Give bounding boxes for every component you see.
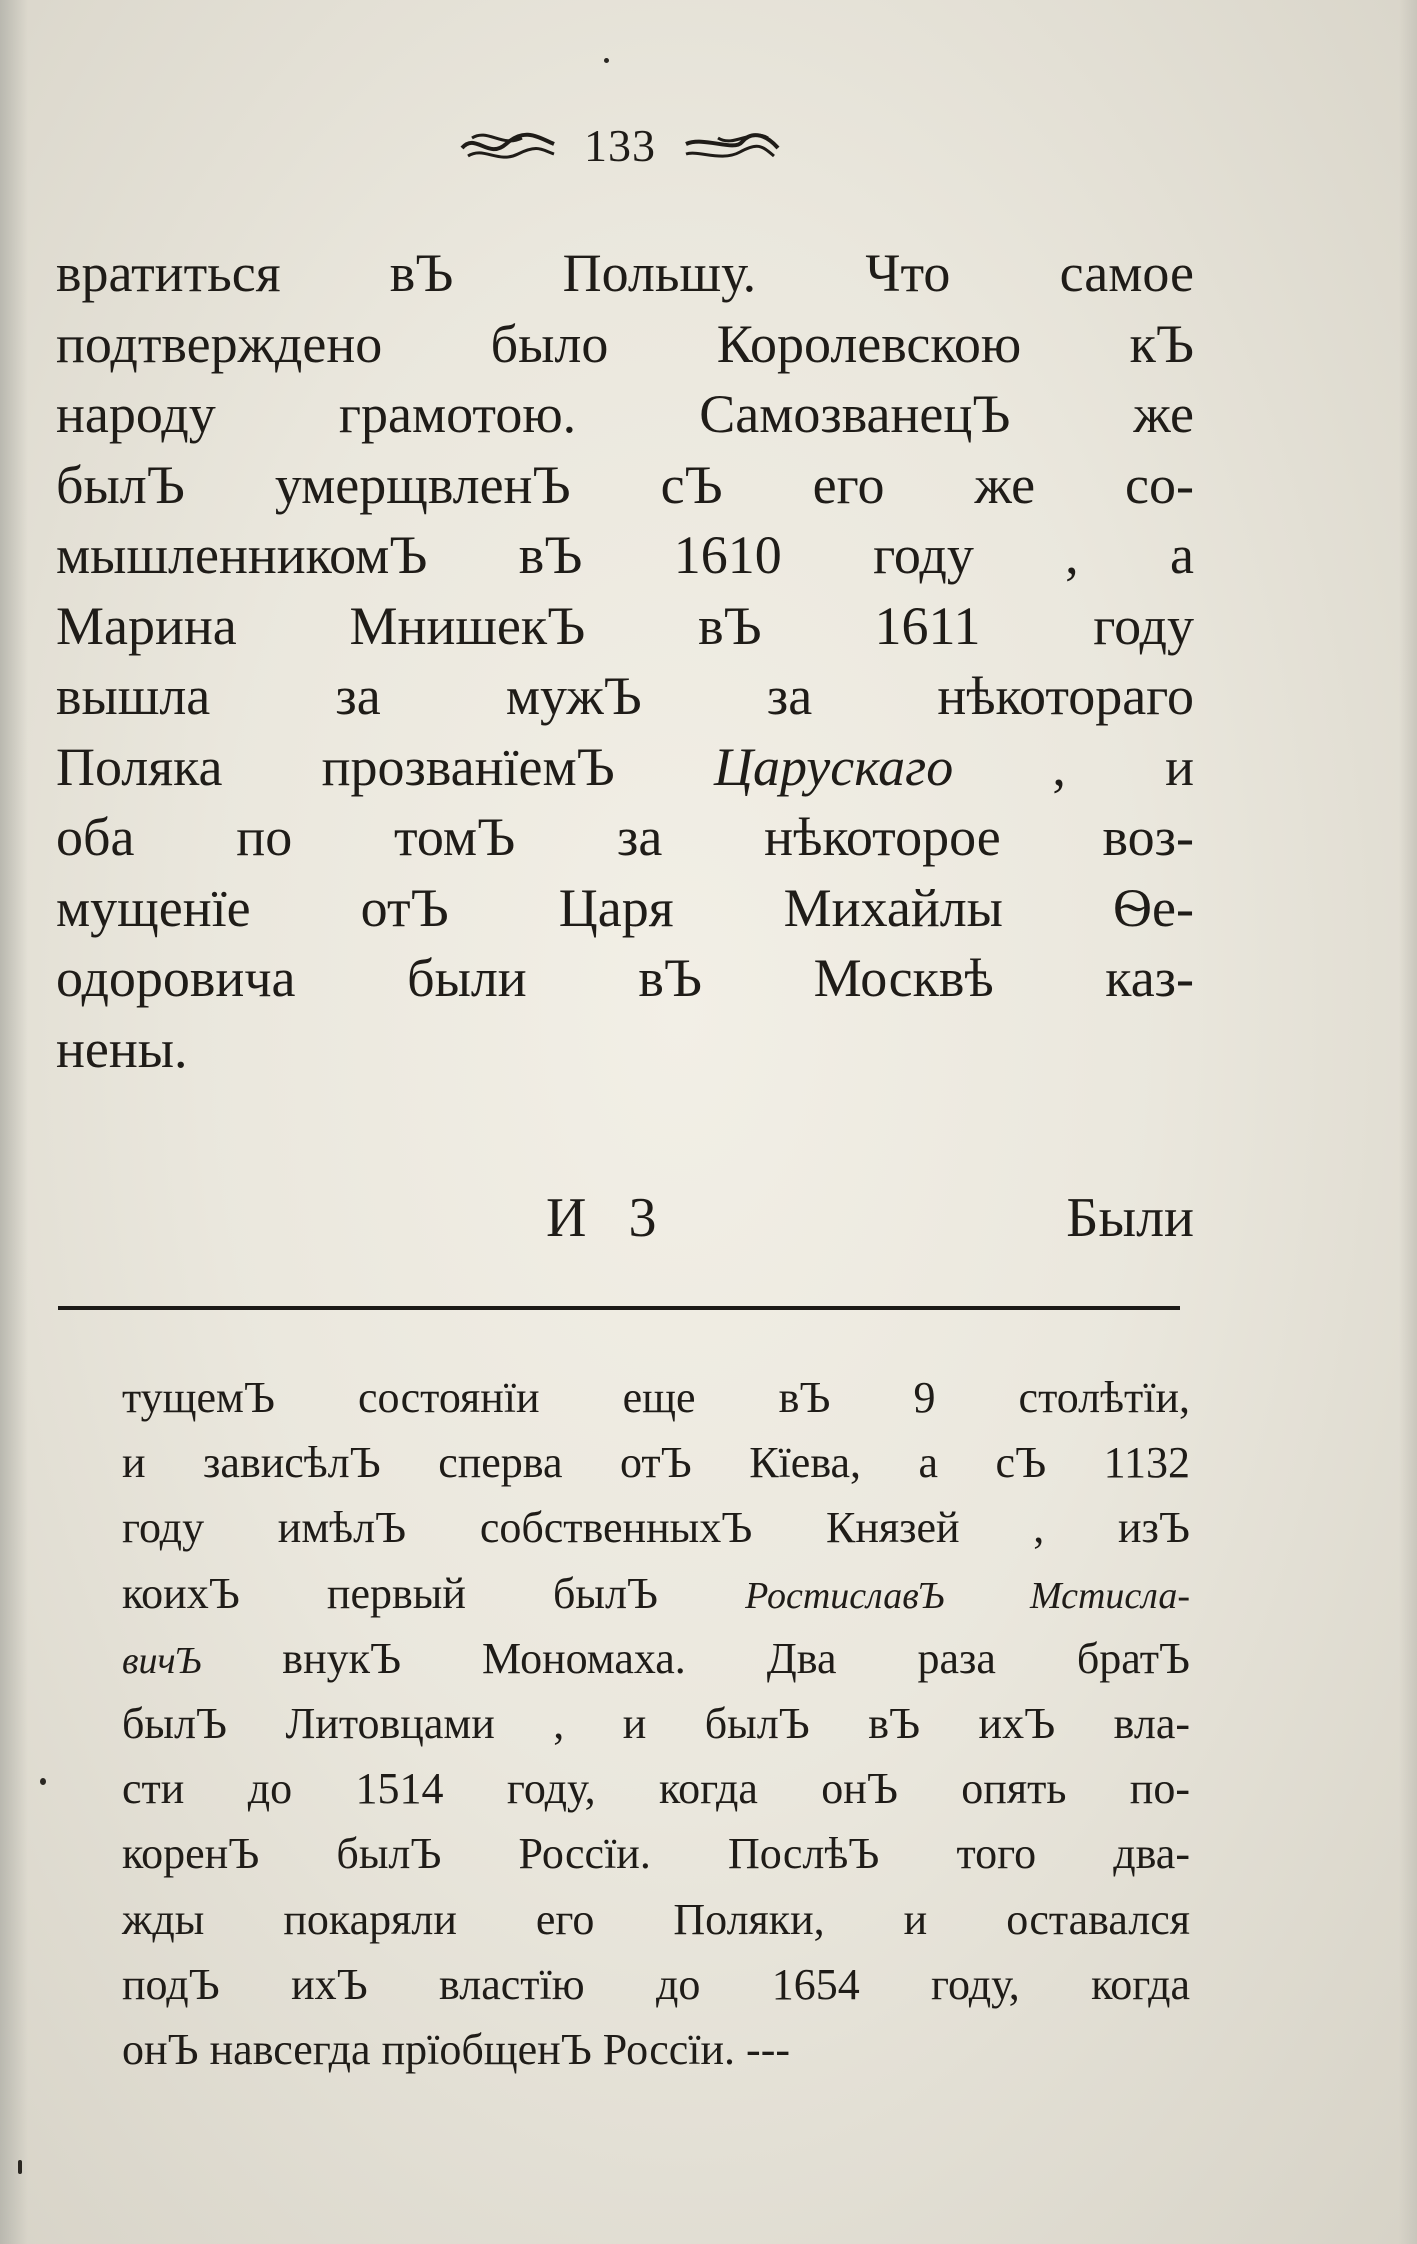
- ink-speck: [18, 2160, 22, 2174]
- footnote-line: вичЪ внукЪ Мономаха. Два раза братЪ: [122, 1633, 1190, 1683]
- catchword: Были: [1066, 1187, 1194, 1249]
- footnote-line: коихЪ первый былЪ РостиславЪ Мстисла-: [122, 1568, 1190, 1618]
- text-line: Поляка прозванїемЪ Царускаго , и: [56, 736, 1194, 797]
- left-ornament-icon: [458, 126, 558, 166]
- text-line: одоровича были вЪ Москвѣ каз-: [56, 948, 1194, 1008]
- text-line: былЪ умерщвленЪ сЪ его же со-: [56, 454, 1194, 515]
- text-line: мышленникомЪ вЪ 1610 году , а: [56, 525, 1194, 585]
- italic-name: Царускаго: [714, 736, 954, 797]
- ink-speck: [604, 58, 609, 63]
- text-line: вышла за мужЪ за нѣкотораго: [56, 666, 1194, 726]
- page-number: 133: [584, 120, 656, 171]
- text-line: вратиться вЪ Польшу. Что самое: [56, 243, 1194, 303]
- text-line: оба по томЪ за нѣкоторое воз-: [56, 807, 1194, 867]
- text-line: народу грамотою. СамозванецЪ же: [56, 384, 1194, 444]
- text-line: нены.: [56, 1018, 188, 1079]
- footnote-line: коренЪ былЪ Россїи. ПослѣЪ того два-: [122, 1829, 1190, 1879]
- footnote-line: подЪ ихЪ властїю до 1654 году, когда: [122, 1959, 1190, 2009]
- main-text-block: [56, 238, 1194, 1084]
- running-header: [430, 118, 810, 174]
- footnote-line: былЪ Литовцами , и былЪ вЪ ихЪ вла-: [122, 1698, 1190, 1748]
- signature-mark: И 3: [546, 1187, 671, 1249]
- footnote-line: и зависѣлЪ сперва отЪ Кїева, а сЪ 1132: [122, 1438, 1190, 1488]
- italic-name: вичЪ: [122, 1639, 202, 1682]
- text-line: Марина МнишекЪ вЪ 1611 году: [56, 595, 1194, 656]
- footnote-line: году имѣлЪ собственныхЪ Князей , изЪ: [122, 1503, 1190, 1553]
- footnote-line: сти до 1514 году, когда онЪ опять по-: [122, 1764, 1190, 1814]
- footnote-line: тущемЪ состоянїи еще вЪ 9 столѣтїи,: [122, 1373, 1190, 1422]
- footnote-line: онЪ навсегда прїобщенЪ Россїи. ---: [122, 2024, 791, 2074]
- text-line: подтверждено было Королевскою кЪ: [56, 313, 1194, 374]
- italic-name: РостиславЪ Мстисла-: [745, 1574, 1190, 1617]
- footnote-line: жды покаряли его Поляки, и оставался: [122, 1894, 1190, 1944]
- ink-speck: [40, 1778, 46, 1785]
- footnote-rule: [58, 1306, 1180, 1310]
- footnote-block: [122, 1365, 1190, 2082]
- text-line: мущенїе отЪ Царя Михайлы Ѳе-: [56, 877, 1194, 938]
- right-ornament-icon: [682, 126, 782, 166]
- catchwords-row: [56, 1186, 1194, 1266]
